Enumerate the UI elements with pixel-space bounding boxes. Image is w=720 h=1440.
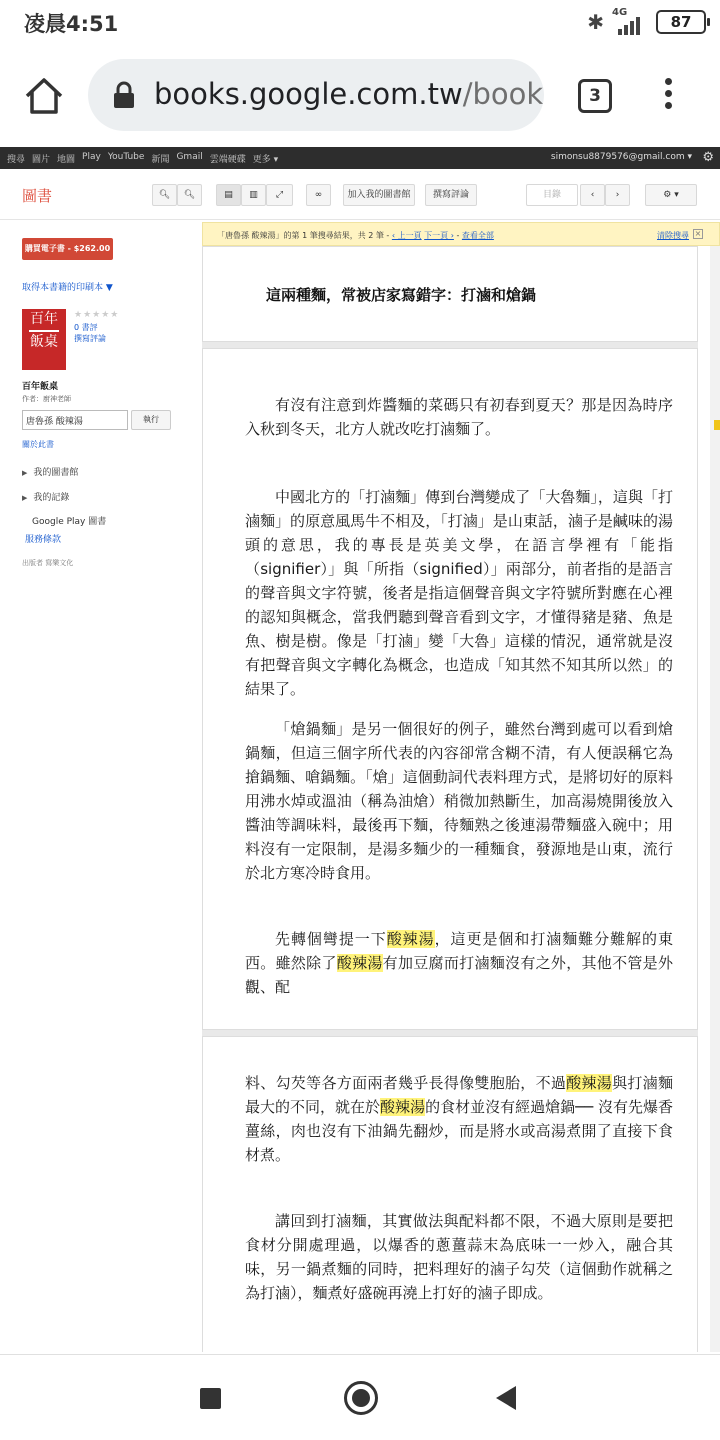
my-history-item[interactable]: [22, 490, 69, 503]
toc-button[interactable]: 目錄: [526, 184, 578, 206]
add-to-library-button[interactable]: 加入我的圖書館: [343, 184, 415, 206]
settings-dropdown[interactable]: [645, 184, 697, 206]
search-highlight: 酸辣湯: [566, 1074, 613, 1092]
url-host: books.google.com.tw: [154, 77, 463, 111]
fullscreen-icon: ⤢: [275, 190, 284, 200]
url-text: [154, 77, 543, 111]
cover-line-1: 百年: [30, 311, 58, 327]
view-all-link[interactable]: 查看全部: [461, 231, 494, 240]
zoom-in-button[interactable]: [152, 184, 177, 206]
bluetooth-icon: ✱: [587, 10, 604, 34]
status-icons: [587, 9, 706, 35]
next-result-link[interactable]: 下一頁 ›: [424, 231, 454, 240]
gbar-link-play[interactable]: Play: [82, 152, 101, 162]
book-page: [202, 348, 698, 1030]
two-page-button[interactable]: [241, 184, 266, 206]
paragraph: 先轉個彎提一下酸辣湯，這更是個和打滷麵難分難解的東西。雖然除了酸辣湯有加豆腐而打滷麵沒有之外，其他不管是外觀、配: [245, 930, 673, 996]
url-path: /book: [462, 77, 544, 111]
book-author: 作者：廚神老師: [22, 395, 71, 403]
search-result-prefix: 「唐魯孫 酸辣湯」的第 1 筆搜尋結果，共 2 筆 -: [217, 231, 392, 240]
my-library-label: 我的圖書館: [33, 468, 79, 478]
rating-stars: ★★★★★: [74, 310, 120, 320]
gbar-link-youtube[interactable]: YouTube: [107, 152, 145, 162]
google-bar: [0, 147, 720, 169]
prev-page-button[interactable]: [580, 184, 605, 206]
paragraph: 料、勾芡等各方面兩者幾乎長得像雙胞胎，不過酸辣湯與打滷麵最大的不同，就在於酸辣湯的食材並沒有經過熗鍋── 沒有先爆香薑絲，肉也沒有下油鍋先翻炒，而是將水或高湯煮開了直接下食材煮。: [245, 1074, 673, 1164]
book-page: [202, 246, 698, 342]
single-page-icon: ▤: [224, 190, 233, 200]
gbar-link-news[interactable]: 新聞: [151, 155, 170, 165]
back-button[interactable]: [496, 1386, 516, 1410]
clear-search-link[interactable]: 清除搜尋: [657, 231, 689, 240]
my-history-label: 我的記錄: [33, 493, 70, 503]
terms-of-service-link[interactable]: 服務條款: [25, 535, 62, 545]
fullscreen-button[interactable]: [266, 184, 293, 206]
book-sidebar: [0, 222, 200, 1352]
book-cover[interactable]: [22, 309, 66, 370]
write-review-button[interactable]: 撰寫評論: [425, 184, 477, 206]
chapter-heading: 這兩種麵，常被店家寫錯字：打滷和熗鍋: [266, 286, 537, 304]
paragraph: 講回到打滷麵，其實做法與配料都不限，不過大原則是要把食材分開處理過，以爆香的蔥薑蒜末為底味一一炒入，融合其味，另一鍋煮麵的同時，把料理好的滷子勾芡（這個動作就稱之為打滷），麵煮好盛碗再澆上打好的滷子即成。: [245, 1212, 673, 1302]
two-page-icon: ▥: [249, 190, 258, 200]
get-print-copy-link[interactable]: 取得本書籍的印刷本 ▼: [22, 283, 113, 293]
google-play-books-link[interactable]: Google Play 圖書: [32, 517, 107, 527]
search-highlight: 酸辣湯: [380, 1098, 426, 1116]
gbar-link-gmail[interactable]: Gmail: [176, 152, 203, 162]
google-bar-links: [7, 152, 278, 165]
book-page: [202, 1036, 698, 1352]
chevron-right-icon: ›: [615, 190, 620, 200]
search-highlight: 酸辣湯: [386, 930, 435, 948]
triangle-right-icon: ▶: [22, 494, 28, 502]
triangle-right-icon: ▶: [22, 469, 28, 477]
chevron-left-icon: ‹: [590, 190, 595, 200]
prev-result-link[interactable]: ‹ 上一頁: [391, 231, 422, 240]
link-icon: ∞: [314, 190, 323, 200]
account-email[interactable]: simonsu8879576@gmail.com ▾: [550, 152, 692, 162]
gbar-link-maps[interactable]: 地圖: [57, 155, 76, 165]
book-reader[interactable]: [202, 246, 720, 1352]
signal-icon: [612, 9, 648, 35]
zoom-in-icon: 🔍︎: [158, 190, 171, 200]
book-title: 百年飯桌: [22, 382, 59, 392]
write-review-link[interactable]: 撰寫評論: [74, 334, 106, 343]
system-nav-bar: [0, 1354, 720, 1440]
about-book-link[interactable]: 關於此書: [22, 440, 54, 449]
gear-icon[interactable]: ⚙: [702, 150, 714, 165]
home-icon[interactable]: [22, 74, 66, 118]
browser-toolbar: [0, 46, 720, 146]
gbar-link-more[interactable]: 更多 ▾: [252, 155, 279, 165]
zoom-out-button[interactable]: [177, 184, 202, 206]
scroll-position-marker[interactable]: [714, 420, 720, 430]
search-in-book-input[interactable]: [22, 410, 128, 430]
lock-icon: [112, 81, 136, 109]
books-toolbar: [0, 170, 720, 220]
status-bar: [0, 0, 720, 46]
search-result-text: [217, 230, 494, 241]
gbar-link-search[interactable]: 搜尋: [7, 155, 26, 165]
cover-line-2: 飯桌: [30, 334, 58, 350]
network-type: 4G: [612, 7, 628, 18]
books-logo[interactable]: 圖書: [22, 187, 53, 205]
settings-gear-icon: ⚙ ▾: [663, 190, 679, 200]
search-result-banner: [202, 222, 720, 246]
search-go-button[interactable]: 執行: [131, 410, 171, 430]
buy-ebook-button[interactable]: 購買電子書 - $262.00: [22, 238, 113, 260]
address-bar[interactable]: [88, 59, 544, 131]
reader-scrollbar[interactable]: [710, 246, 720, 1352]
paragraph: 有沒有注意到炸醬麵的菜碼只有初春到夏天？那是因為時序入秋到冬天，北方人就改吃打滷麵了。: [245, 396, 673, 438]
more-menu-icon[interactable]: [660, 78, 676, 116]
paragraph: 中國北方的「打滷麵」傳到台灣變成了「大魯麵」，這與「打滷麵」的原意風馬牛不相及，「打滷」是山東話，滷子是鹹味的湯頭的意思，我的專長是英美文學，在語言學裡有「能指（signifier）」與「所指（signified）」兩部分，前者指的是語言的聲音與文字符號，後者是指這個聲音與文字符號所對應在心裡的認知與概念，當我們聽到聲音看到文字，才懂得豬是豬、魚是魚、樹是樹。像是「打滷」變「大魯」這樣的情況，通常就是沒有把聲音與文字轉化為概念，也造成「知其然不知其所以然」的結果了。: [245, 488, 673, 698]
my-library-item[interactable]: [22, 465, 78, 478]
review-count-link[interactable]: 0 書評: [74, 323, 98, 332]
gbar-link-drive[interactable]: 雲端硬碟: [209, 155, 246, 165]
next-page-button[interactable]: [605, 184, 630, 206]
publisher-info: 出版者 寫樂文化: [22, 559, 74, 567]
tab-switcher-button[interactable]: 3: [578, 79, 612, 113]
close-icon[interactable]: ×: [694, 229, 702, 238]
battery-icon: 87: [656, 10, 706, 34]
gbar-link-images[interactable]: 圖片: [32, 155, 51, 165]
home-button[interactable]: [344, 1381, 378, 1415]
banner-separator: -: [453, 231, 462, 240]
zoom-out-icon: 🔍︎: [183, 190, 196, 200]
paragraph: 「熗鍋麵」是另一個很好的例子，雖然台灣到處可以看到熗鍋麵，但這三個字所代表的內容卻常含糊不清，有人便誤稱它為搶鍋麵、嗆鍋麵。「熗」這個動詞代表料理方式，是將切好的原料用沸水焯或溫油（稱為油熗）稍微加熱斷生，加高湯燒開後放入醬油等調味料，最後再下麵，待麵熟之後連湯帶麵盛入碗中；用料沒有一定限制，是湯多麵少的一種麵食，發源地是山東，流行於北方寒冷時食用。: [245, 720, 673, 882]
link-button[interactable]: [306, 184, 331, 206]
status-time: 凌晨4:51: [24, 12, 119, 36]
single-page-button[interactable]: [216, 184, 241, 206]
recents-button[interactable]: [200, 1388, 221, 1409]
search-highlight: 酸辣湯: [336, 954, 383, 972]
